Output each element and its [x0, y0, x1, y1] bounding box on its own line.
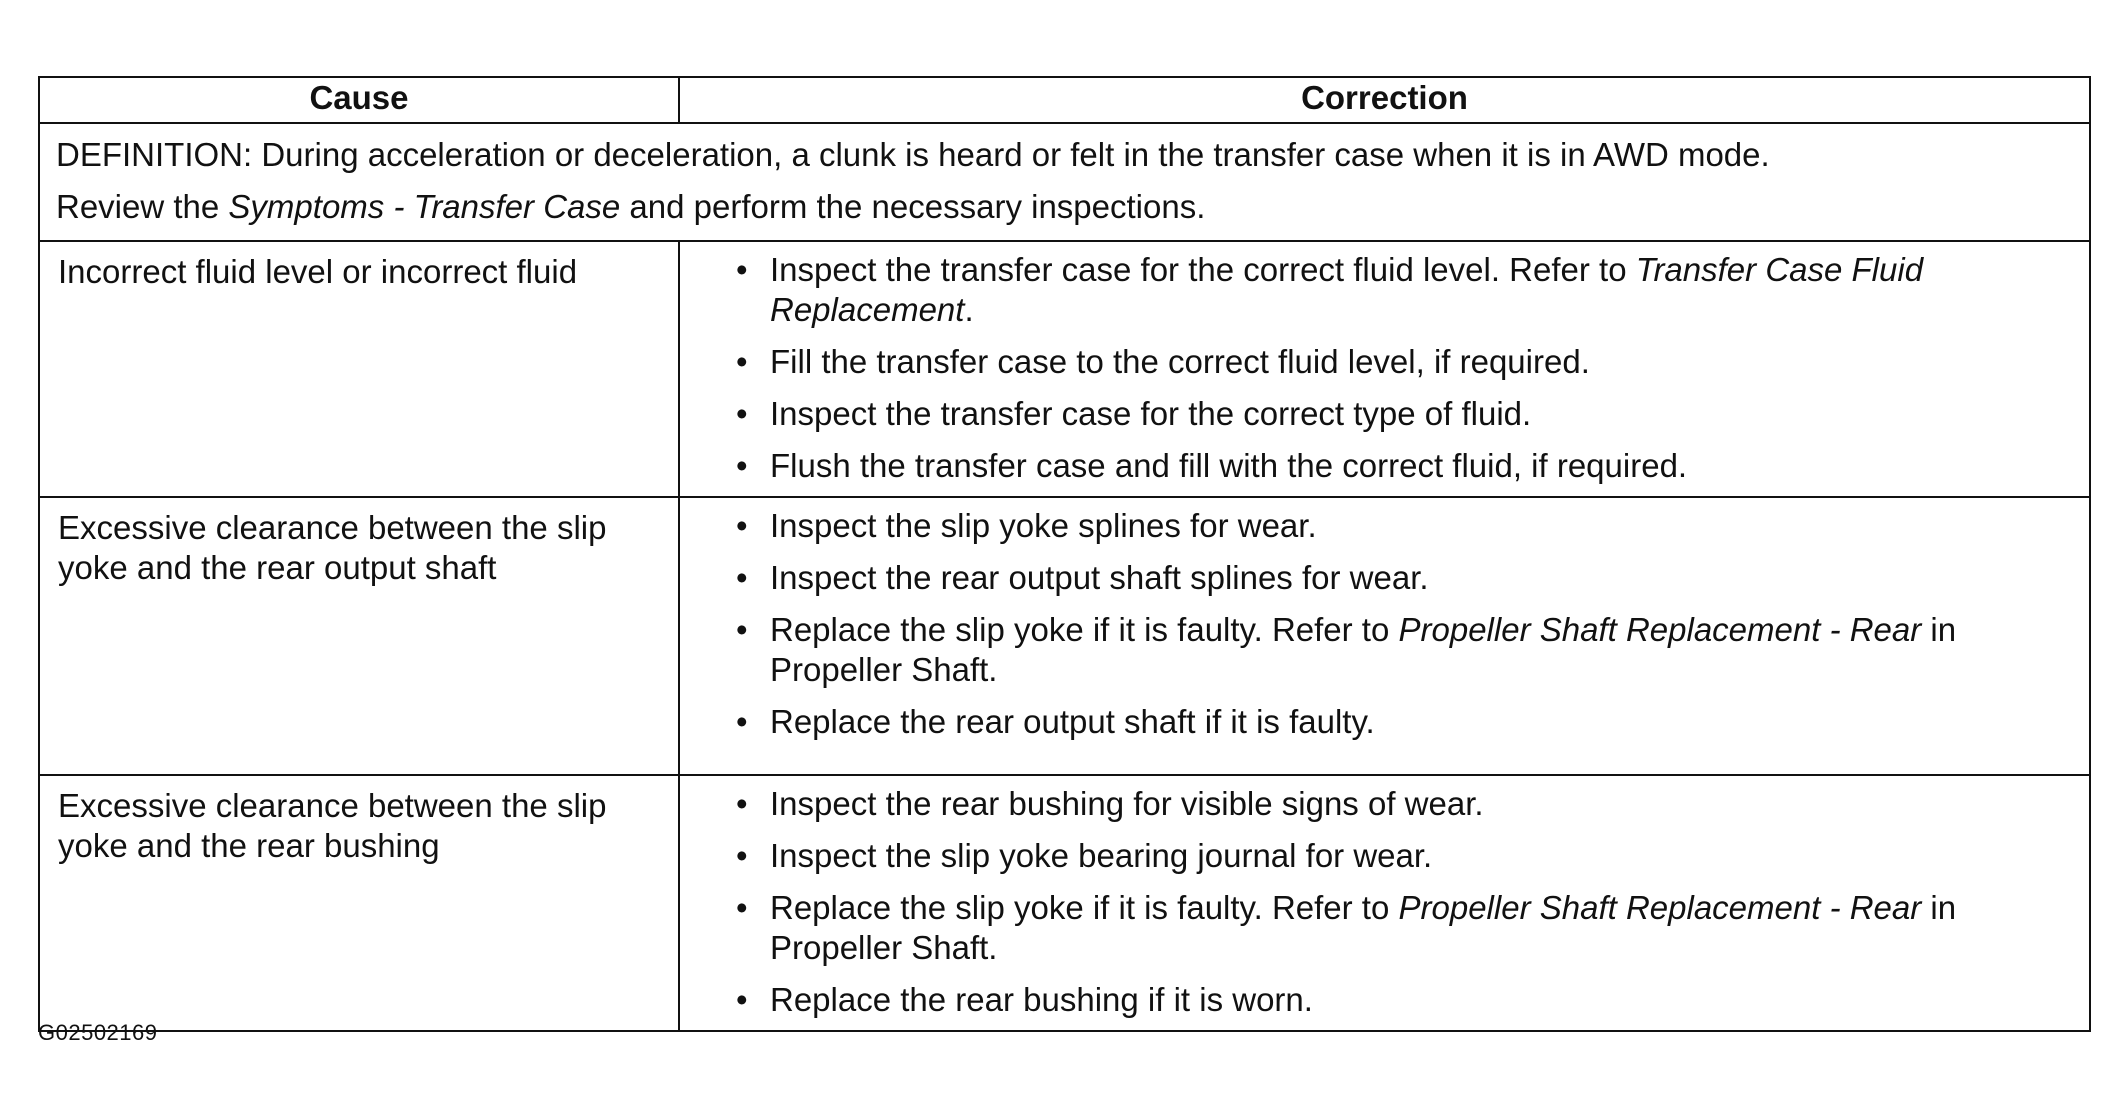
correction-text: Replace the rear bushing if it is worn. [770, 981, 1313, 1018]
correction-item [732, 506, 2071, 546]
correction-suffix: in Propeller Shaft. [770, 611, 1957, 688]
correction-item [732, 558, 2071, 598]
table-row [39, 241, 2090, 497]
correction-item [732, 446, 2071, 486]
review-suffix: and perform the necessary inspections. [620, 188, 1206, 225]
bullet-icon: • [736, 703, 748, 740]
correction-text: Replace the slip yoke if it is faulty. Refer to [770, 889, 1399, 926]
diagnostic-table [38, 76, 2091, 1032]
correction-text: Inspect the transfer case for the correct type of fluid. [770, 395, 1532, 432]
correction-text: Flush the transfer case and fill with the correct fluid, if required. [770, 447, 1688, 484]
correction-list [732, 250, 2071, 486]
correction-item [732, 888, 2071, 968]
correction-text: Replace the rear output shaft if it is faulty. [770, 703, 1375, 740]
table-row [39, 497, 2090, 775]
correction-item [732, 980, 2071, 1020]
bullet-icon: • [736, 981, 748, 1018]
bullet-icon: • [736, 447, 748, 484]
definition-text: DEFINITION: During acceleration or deceleration, a clunk is heard or felt in the transfer case when it is in AWD mode. [56, 136, 1770, 173]
cause-cell: Excessive clearance between the slip yoke and the rear output shaft [39, 497, 679, 775]
bullet-icon: • [736, 507, 748, 544]
bullet-icon: • [736, 889, 748, 926]
correction-cell [679, 241, 2090, 497]
correction-text: Inspect the transfer case for the correct fluid level. Refer to [770, 251, 1636, 288]
reference-link[interactable]: Propeller Shaft Replacement - Rear [1398, 889, 1922, 926]
correction-item [732, 250, 2071, 330]
correction-text: Inspect the rear output shaft splines for wear. [770, 559, 1429, 596]
correction-list [732, 784, 2071, 1020]
correction-item [732, 784, 2071, 824]
table-row [39, 775, 2090, 1031]
correction-item [732, 610, 2071, 690]
bullet-icon: • [736, 251, 748, 288]
correction-text: Inspect the rear bushing for visible signs of wear. [770, 785, 1484, 822]
correction-list [732, 506, 2071, 742]
correction-suffix: . [964, 291, 974, 328]
correction-item [732, 836, 2071, 876]
correction-cell [679, 497, 2090, 775]
bullet-icon: • [736, 343, 748, 380]
definition-cell [39, 123, 2090, 241]
definition-row [39, 123, 2090, 241]
correction-suffix: in Propeller Shaft. [770, 889, 1957, 966]
correction-header: Correction [679, 77, 2090, 123]
correction-item [732, 702, 2071, 742]
definition-review-line [56, 184, 2073, 236]
correction-text: Fill the transfer case to the correct fluid level, if required. [770, 343, 1590, 380]
correction-text: Inspect the slip yoke bearing journal for wear. [770, 837, 1433, 874]
bullet-icon: • [736, 785, 748, 822]
cause-header: Cause [39, 77, 679, 123]
correction-item [732, 342, 2071, 382]
cause-cell: Excessive clearance between the slip yoke and the rear bushing [39, 775, 679, 1031]
reference-link[interactable]: Propeller Shaft Replacement - Rear [1398, 611, 1922, 648]
bullet-icon: • [736, 611, 748, 648]
bullet-icon: • [736, 559, 748, 596]
bullet-icon: • [736, 837, 748, 874]
symptoms-reference-link[interactable]: Symptoms - Transfer Case [228, 188, 621, 225]
bullet-icon: • [736, 395, 748, 432]
cause-cell: Incorrect fluid level or incorrect fluid [39, 241, 679, 497]
figure-id: G02502169 [38, 1020, 158, 1045]
correction-text: Replace the slip yoke if it is faulty. Refer to [770, 611, 1399, 648]
header-row [39, 77, 2090, 123]
correction-item [732, 394, 2071, 434]
correction-text: Inspect the slip yoke splines for wear. [770, 507, 1317, 544]
correction-cell [679, 775, 2090, 1031]
review-prefix: Review the [56, 188, 229, 225]
reference-link[interactable]: Transfer Case Fluid Replacement [770, 251, 1924, 328]
